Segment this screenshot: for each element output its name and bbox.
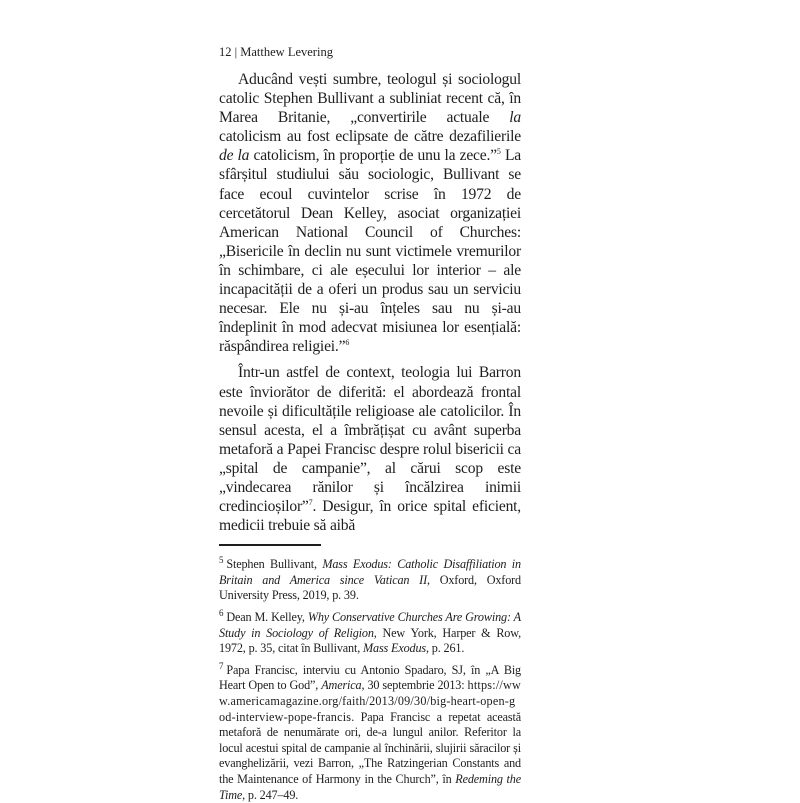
footnote-ref-5: 5	[496, 147, 501, 157]
page-number: 12	[219, 45, 232, 59]
footnote-5: $^5$ Stephen Bullivant, Mass Exodus: Catholic Disaffiliation in Britain and America since Vatican II, Oxford, Oxford University Press, 2019, p. 39.	[219, 555, 521, 603]
body-paragraph-2: Într-un astfel de context, teologia lui Barron este înviorător de diferită: el abordează frontal nevoile și dificultățile religioase ale catolicilor. În sensul acesta, el a îmbrățișat cu avânt superba metaforă a Papei Francisc despre rolul bisericii ca „spital de campanie”, al cărui scop este „vindecarea rănilor și încălzirea inimii credincioșilor”$^7$. Desigur, în orice spital eficient, medicii trebuie să aibă	[219, 364, 521, 535]
footnote-ref-7: 7	[308, 497, 313, 507]
footnote-divider	[219, 544, 321, 546]
body-paragraph-1: Aducând vești sumbre, teologul și sociologul catolic Stephen Bullivant a subliniat recent că, în Marea Britanie, „convertirile actuale la catolicism au fost eclipsate de către dezafilierile de la catolicism, în proporție de unu la zece.”$^5$ La sfârșitul studiului său sociologic, Bullivant se face ecoul cuvintelor scrise în 1972 de cercetătorul Dean Kelley, asociat organizației American National Council of Churches: „Bisericile în declin nu sunt victimele vremurilor în schimbare, ci ale eșecului lor interior – ale incapacității de a oferi un produs sau un serviciu necesar. Ele nu și-au înțeles sau nu și-au îndeplinit în mod adecvat misiunea lor esențială: răspândirea religiei.”$^6$	[219, 71, 521, 356]
footnote-ref-6: 6	[345, 338, 350, 348]
book-page	[219, 44, 521, 803]
running-header	[219, 44, 521, 60]
header-author: Matthew Levering	[240, 45, 333, 59]
footnote-7: $^7$ Papa Francisc, interviu cu Antonio Spadaro, SJ, în „A Big Heart Open to God”, America, 30 septembrie 2013: https://www.americamagazine.org/faith/2013/09/30/big-heart-open-god-interview-pope-francis. Papa Francisc a repetat această metaforă de nenumărate ori, de-a lungul anilor. Referitor la locul acestui spital de campanie al închinării, slujirii săracilor și evanghelizării, vezi Barron, „The Ratzingerian Constants and the Maintenance of Harmony in the Church”, în Redeming the Time, p. 247–49.	[219, 660, 521, 802]
footnote-url-link[interactable]: https://www.americamagazine.org/faith/2013/09/30/big-heart-open-god-interview-pope-francis	[219, 678, 521, 724]
footnote-6: $^6$ Dean M. Kelley, Why Conservative Churches Are Growing: A Study in Sociology of Religion, New York, Harper & Row, 1972, p. 35, citat în Bullivant, Mass Exodus, p. 261.	[219, 607, 521, 656]
header-separator: |	[234, 45, 238, 59]
